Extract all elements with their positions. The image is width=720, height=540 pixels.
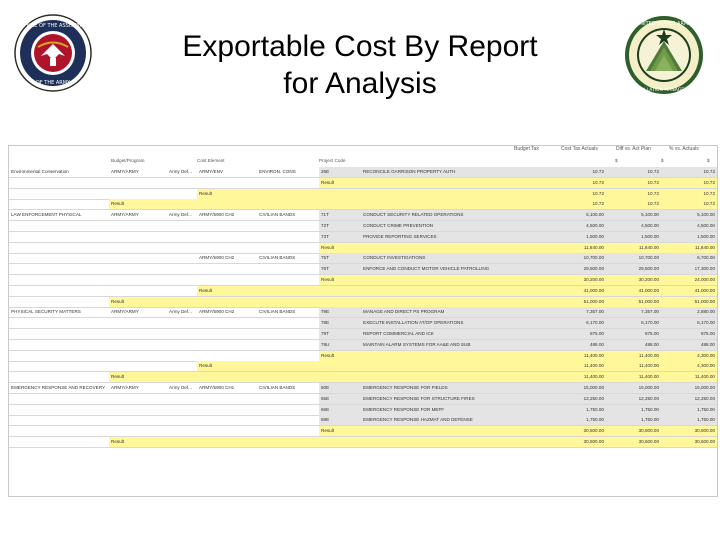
amount-cell: 10,700.00: [551, 253, 606, 263]
table-row: [9, 437, 717, 448]
label-cell: 69E: [319, 415, 361, 425]
title-line-2: for Analysis: [283, 67, 437, 100]
amount-cell: 10.72: [661, 189, 717, 199]
amount-cell: 24,000.00: [661, 275, 717, 285]
pyramid-emblem-icon: [624, 15, 704, 95]
amount-cell: 7,357.00: [551, 307, 606, 317]
amount-cell: 488.00: [606, 340, 661, 350]
subtotal-highlight: [109, 199, 551, 209]
label-cell: Result: [321, 244, 335, 250]
amount-cell: 12,250.00: [551, 394, 606, 404]
label-cell: Army Def...: [169, 309, 192, 315]
amount-cell: 4,500.00: [606, 221, 661, 231]
amount-cell: 1,750.00: [551, 405, 606, 415]
amount-cell: 11,400.00: [551, 372, 606, 382]
amount-cell: 10.72: [661, 178, 717, 188]
label-cell: EMERGENCY RESPONSE HAZMAT AND DEFENSE: [361, 415, 551, 425]
amount-cell: 10.72: [606, 189, 661, 199]
label-cell: Result: [321, 277, 335, 282]
table-row: [9, 199, 717, 210]
label-cell: 79U: [319, 340, 361, 350]
label-cell: ARMY/5900 CH2: [199, 255, 235, 261]
amount-cell: 17,300.00: [661, 264, 717, 274]
amount-cell: 5,100.00: [606, 210, 661, 220]
label-cell: ARMY/ENV: [199, 169, 223, 174]
label-cell: RECONCILE GARRISON PROPERTY AUTH: [361, 167, 551, 177]
label-cell: CIVILIAN BANDS: [259, 212, 296, 218]
amount-cell: 11,400.00: [551, 351, 606, 361]
amount-cell: 15,000.00: [661, 383, 717, 393]
table-row: [9, 275, 717, 286]
label-cell: Result: [321, 352, 335, 358]
amount-cell: 41,000.00: [661, 286, 717, 296]
header-diff: Diff vs. Act Plan: [616, 146, 651, 152]
amount-cell: 10.72: [551, 178, 606, 188]
slide-title: [110, 28, 610, 102]
amount-cell: 1,500.00: [606, 232, 661, 242]
label-cell: 71T: [319, 210, 361, 220]
amount-cell: 15,000.00: [551, 383, 606, 393]
label-cell: 66E: [319, 405, 361, 415]
amount-cell: 2,880.00: [661, 307, 717, 317]
table-row: [9, 221, 717, 232]
col-budget-program: Budget/Program: [111, 158, 145, 163]
amount-cell: 5,100.00: [661, 210, 717, 220]
amount-cell: 6,170.00: [551, 318, 606, 328]
unit-1: $: [615, 158, 618, 163]
amount-cell: 30,200.00: [551, 275, 606, 285]
label-cell: EMERGENCY RESPONSE FOR MEFF: [361, 405, 551, 415]
amount-cell: 11,840.00: [551, 243, 606, 253]
amount-cell: 1,750.00: [606, 415, 661, 425]
label-cell: 26E: [319, 167, 361, 177]
amount-cell: 11,840.00: [661, 243, 717, 253]
amount-cell: 4,300.00: [661, 351, 717, 361]
amount-cell: 488.00: [661, 340, 717, 350]
label-cell: 79T: [319, 329, 361, 339]
amount-cell: 1,750.00: [606, 405, 661, 415]
label-cell: PHYSICAL SECURITY MATTERS: [11, 309, 81, 315]
amount-cell: 51,000.00: [661, 297, 717, 307]
label-cell: CIVILIAN BANDS: [259, 255, 296, 261]
table-row: [9, 383, 717, 394]
table-row: [9, 318, 717, 329]
amount-cell: 15,000.00: [606, 383, 661, 393]
label-cell: 60E: [319, 383, 361, 393]
installation-command-seal: [624, 15, 704, 95]
amount-cell: 30,500.00: [551, 437, 606, 447]
amount-cell: 4,500.00: [551, 221, 606, 231]
subtotal-highlight: [109, 372, 551, 382]
table-row: [9, 264, 717, 275]
amount-cell: 11,400.00: [606, 361, 661, 371]
label-cell: ARMY/ARMY: [111, 169, 139, 174]
label-cell: Result: [199, 363, 213, 369]
amount-cell: 6,170.00: [606, 318, 661, 328]
amount-cell: 51,000.00: [606, 297, 661, 307]
label-cell: 65E: [319, 394, 361, 404]
svg-text:OFFICE OF THE ASSISTANT: OFFICE OF THE ASSISTANT: [19, 23, 87, 29]
table-row: [9, 243, 717, 254]
table-row: [9, 210, 717, 221]
label-cell: Result: [321, 428, 335, 434]
amount-cell: 51,000.00: [551, 297, 606, 307]
amount-cell: 1,500.00: [551, 232, 606, 242]
label-cell: 73T: [319, 232, 361, 242]
amount-cell: 10.72: [606, 199, 661, 209]
amount-cell: 30,500.00: [606, 426, 661, 436]
amount-cell: 6,170.00: [661, 318, 717, 328]
table-row: [9, 178, 717, 189]
amount-cell: 875.00: [661, 329, 717, 339]
amount-cell: 1,500.00: [661, 232, 717, 242]
label-cell: 72T: [319, 221, 361, 231]
label-cell: CONDUCT CRIME PREVENTION: [361, 221, 551, 231]
table-row: [9, 253, 717, 264]
label-cell: EMERGENCY RESPONSE AND RECOVERY: [11, 385, 106, 390]
amount-cell: 30,500.00: [661, 426, 717, 436]
amount-cell: 1,750.00: [661, 415, 717, 425]
amount-cell: 11,400.00: [606, 372, 661, 382]
title-line-1: Exportable Cost By Report: [182, 30, 538, 63]
col-cost-element: Cost Element: [197, 158, 225, 163]
amount-cell: 10.72: [606, 167, 661, 177]
label-cell: MANAGE AND DIRECT PS PROGRAM: [361, 307, 551, 317]
table-row: [9, 189, 717, 200]
amount-cell: 11,840.00: [606, 243, 661, 253]
label-cell: Result: [111, 298, 125, 304]
table-row: [9, 232, 717, 243]
amount-cell: 10.72: [661, 167, 717, 177]
table-row: [9, 361, 717, 372]
army-secretary-seal: [14, 14, 92, 92]
table-row: [9, 415, 717, 426]
header-budget: Budget Tax: [514, 146, 539, 152]
table-row: [9, 340, 717, 351]
table-row: [9, 329, 717, 340]
label-cell: 78E: [319, 318, 361, 328]
amount-cell: 10.72: [551, 199, 606, 209]
label-cell: ENVIRON. CONS: [259, 169, 296, 174]
amount-cell: 10.72: [551, 189, 606, 199]
table-row: [9, 426, 717, 437]
cost-report-table: [8, 145, 718, 497]
label-cell: Result: [111, 201, 125, 207]
table-row: [9, 394, 717, 405]
label-cell: ARMY/ARMY: [111, 212, 139, 218]
amount-cell: 11,400.00: [551, 361, 606, 371]
amount-cell: 7,357.00: [606, 307, 661, 317]
amount-cell: 30,500.00: [551, 426, 606, 436]
svg-text:INSTALLATION MANAGEMENT: INSTALLATION MANAGEMENT: [631, 88, 697, 93]
amount-cell: 4,300.00: [661, 361, 717, 371]
amount-cell: 488.00: [551, 340, 606, 350]
label-cell: ENFORCE AND CONDUCT MOTOR VEHICLE PATROLLING: [361, 264, 551, 274]
table-row: [9, 297, 717, 308]
label-cell: CONDUCT SECURITY RELATED OPERATIONS: [361, 210, 551, 220]
label-cell: REPORT COMMERCIAL AND ICK: [361, 329, 551, 339]
unit-2: $: [661, 158, 664, 163]
col-project-code: Project Code: [319, 158, 346, 163]
label-cell: ARMY/ARMY: [111, 309, 139, 315]
label-cell: CIVILIAN BANDS: [259, 385, 296, 390]
label-cell: 76T: [319, 264, 361, 274]
table-row: [9, 372, 717, 383]
amount-cell: 30,500.00: [606, 437, 661, 447]
header-pct: % vs. Actuals: [669, 146, 699, 152]
label-cell: ARMY/5900 CH1: [199, 385, 235, 390]
label-cell: Result: [199, 287, 213, 293]
table-row: [9, 351, 717, 362]
amount-cell: 4,500.00: [661, 221, 717, 231]
label-cell: PROVIDE REPORTING SERVICES: [361, 232, 551, 242]
table-row: [9, 405, 717, 416]
label-cell: Result: [111, 439, 125, 444]
label-cell: CONDUCT INVESTIGATIONS: [361, 253, 551, 263]
amount-cell: 30,200.00: [606, 275, 661, 285]
amount-cell: 12,250.00: [606, 394, 661, 404]
svg-text:UNITED STATES ARMY: UNITED STATES ARMY: [636, 21, 692, 27]
amount-cell: 30,500.00: [661, 437, 717, 447]
amount-cell: 875.00: [606, 329, 661, 339]
amount-cell: 1,750.00: [551, 415, 606, 425]
amount-cell: 10.72: [606, 178, 661, 188]
table-row: [9, 307, 717, 318]
amount-cell: 11,400.00: [661, 372, 717, 382]
label-cell: Army Def...: [169, 169, 192, 174]
label-cell: EMERGENCY RESPONSE FOR STRUCTURE FIRES: [361, 394, 551, 404]
label-cell: Result: [321, 179, 335, 185]
amount-cell: 29,500.00: [551, 264, 606, 274]
svg-text:OF THE ARMY: OF THE ARMY: [35, 80, 71, 86]
amount-cell: 5,100.00: [551, 210, 606, 220]
label-cell: Result: [111, 374, 125, 380]
label-cell: 79E: [319, 307, 361, 317]
amount-cell: 10.72: [551, 167, 606, 177]
label-cell: Environmental Conservation: [11, 169, 69, 174]
subtotal-highlight: [109, 437, 551, 447]
label-cell: MAINTAIN ALARM SYSTEMS FOR AA&E AND SUB: [361, 340, 551, 350]
label-cell: LAW ENFORCEMENT PHYSICAL: [11, 212, 82, 218]
label-cell: 75T: [319, 253, 361, 263]
amount-cell: 875.00: [551, 329, 606, 339]
label-cell: CIVILIAN BANDS: [259, 309, 296, 315]
label-cell: ARMY/ARMY: [111, 385, 139, 390]
amount-cell: 6,700.00: [661, 253, 717, 263]
label-cell: EMERGENCY RESPONSE FOR FIELDS: [361, 383, 551, 393]
table-row: [9, 167, 717, 178]
amount-cell: 41,000.00: [551, 286, 606, 296]
header-actuals: Cost Tax Actuals: [561, 146, 598, 152]
amount-cell: 1,750.00: [661, 405, 717, 415]
table-top-header: [9, 146, 717, 154]
amount-cell: 11,400.00: [606, 351, 661, 361]
unit-3: $: [707, 158, 710, 163]
table-row: [9, 286, 717, 297]
label-cell: Army Def...: [169, 212, 192, 218]
label-cell: Result: [199, 190, 213, 196]
subtotal-highlight: [109, 297, 551, 307]
amount-cell: 41,000.00: [606, 286, 661, 296]
label-cell: ARMY/5900 CH2: [199, 309, 235, 315]
amount-cell: 10,700.00: [606, 253, 661, 263]
label-cell: Army Def...: [169, 385, 192, 390]
amount-cell: 29,500.00: [606, 264, 661, 274]
amount-cell: 10.72: [661, 199, 717, 209]
seal-emblem-icon: [14, 14, 92, 92]
amount-cell: 12,250.00: [661, 394, 717, 404]
label-cell: EXECUTE INSTALLATION AT/OP OPERATIONS: [361, 318, 551, 328]
label-cell: ARMY/5900 CH2: [199, 212, 235, 218]
